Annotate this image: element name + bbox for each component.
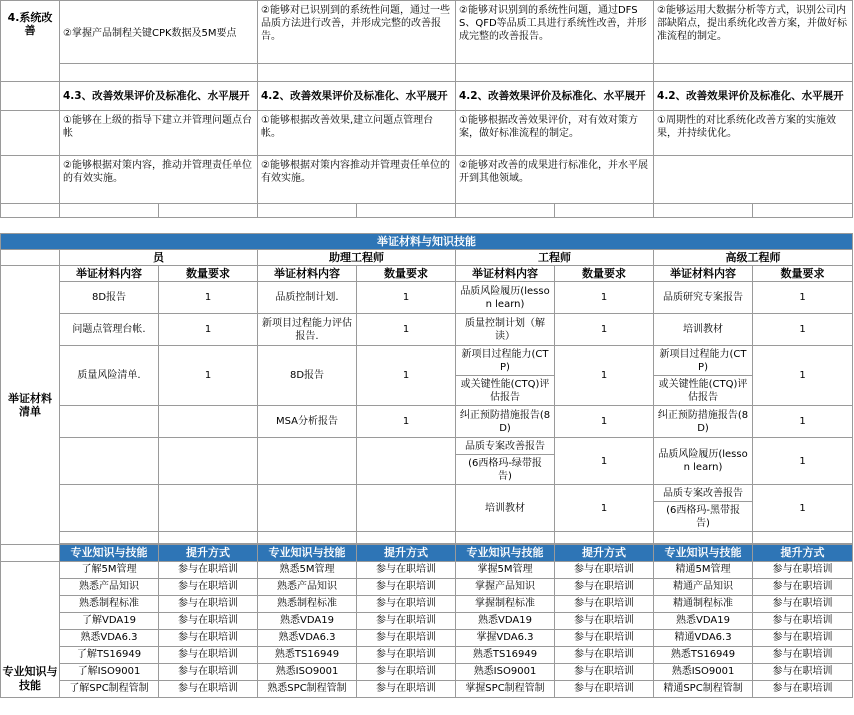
evidence-item bbox=[258, 438, 357, 485]
evidence-qty: 1 bbox=[753, 314, 853, 346]
skill-item: 掌握VDA6.3 bbox=[456, 630, 555, 647]
skill-item: 熟悉SPC制程管制 bbox=[258, 681, 357, 698]
skill-method: 参与在职培训 bbox=[159, 681, 258, 698]
improve-r1-c2: ②能够对已识别到的系统性问题，通过一些品质方法进行改善，并形成完整的改善报告。 bbox=[258, 1, 456, 64]
skill-method: 参与在职培训 bbox=[357, 613, 456, 630]
evidence-item: 品质研究专案报告 bbox=[654, 282, 753, 314]
skill-item: 了解TS16949 bbox=[60, 647, 159, 664]
skill-method: 参与在职培训 bbox=[159, 664, 258, 681]
skill-item: 了解ISO9001 bbox=[60, 664, 159, 681]
improve-r4-c3: ①能够根据改善效果评价，对有效对策方案，做好标准流程的制定。 bbox=[456, 111, 654, 156]
skill-method: 参与在职培训 bbox=[555, 613, 654, 630]
skill-item: 熟悉VDA6.3 bbox=[60, 630, 159, 647]
skill-method: 参与在职培训 bbox=[555, 630, 654, 647]
evidence-item: 纠正预防措施报告(8D) bbox=[456, 406, 555, 438]
skill-item: 了解5M管理 bbox=[60, 562, 159, 579]
skill-item: 精通SPC制程管制 bbox=[654, 681, 753, 698]
improve-r5-c1: ②能够根据对策内容，推动并管理责任单位的有效实施。 bbox=[60, 156, 258, 204]
evidence-qty: 1 bbox=[753, 406, 853, 438]
improve-head-3: 4.2、改善效果评价及标准化、水平展开 bbox=[456, 82, 654, 111]
evidence-item: 问题点管理台帐. bbox=[60, 314, 159, 346]
evidence-qty: 1 bbox=[753, 346, 853, 406]
skill-method: 参与在职培训 bbox=[357, 596, 456, 613]
skill-method: 参与在职培训 bbox=[753, 596, 853, 613]
col-content: 举证材料内容 bbox=[654, 266, 753, 282]
evidence-item: MSA分析报告 bbox=[258, 406, 357, 438]
col-skill: 专业知识与技能 bbox=[654, 545, 753, 562]
evidence-qty: 1 bbox=[555, 346, 654, 406]
evidence-qty: 1 bbox=[753, 438, 853, 485]
skill-method: 参与在职培训 bbox=[159, 579, 258, 596]
skill-item: 熟悉VDA19 bbox=[456, 613, 555, 630]
evidence-item: 纠正预防措施报告(8D) bbox=[654, 406, 753, 438]
evidence-section-title: 举证材料与知识技能 bbox=[1, 234, 853, 250]
skill-method: 参与在职培训 bbox=[753, 681, 853, 698]
col-method: 提升方式 bbox=[159, 545, 258, 562]
col-qty: 数量要求 bbox=[753, 266, 853, 282]
evidence-item: 8D报告 bbox=[258, 346, 357, 406]
evidence-qty bbox=[159, 406, 258, 438]
evidence-qty bbox=[357, 438, 456, 485]
col-content: 举证材料内容 bbox=[258, 266, 357, 282]
skill-item: 精通产品知识 bbox=[654, 579, 753, 596]
improve-head-1: 4.3、改善效果评价及标准化、水平展开 bbox=[60, 82, 258, 111]
evidence-item-green-belt-sub: (6西格玛-绿带报告) bbox=[468, 457, 542, 482]
skill-item: 熟悉TS16949 bbox=[456, 647, 555, 664]
skill-method: 参与在职培训 bbox=[357, 664, 456, 681]
improve-r5-c2: ②能够根据对策内容推动并管理责任单位的有效实施。 bbox=[258, 156, 456, 204]
evidence-item: 品质控制计划. bbox=[258, 282, 357, 314]
level-3: 工程师 bbox=[456, 250, 654, 266]
evidence-qty: 1 bbox=[159, 282, 258, 314]
level-4: 高级工程师 bbox=[654, 250, 853, 266]
evidence-qty: 1 bbox=[753, 282, 853, 314]
evidence-item-ctp: 新项目过程能力(CTP) bbox=[654, 346, 752, 376]
skill-method: 参与在职培训 bbox=[555, 647, 654, 664]
col-skill: 专业知识与技能 bbox=[60, 545, 159, 562]
skill-item: 熟悉产品知识 bbox=[60, 579, 159, 596]
evidence-item: 培训教材 bbox=[654, 314, 753, 346]
improve-r4-c1: ①能够在上级的指导下建立并管理问题点台帐 bbox=[60, 111, 258, 156]
col-method: 提升方式 bbox=[555, 545, 654, 562]
evidence-item bbox=[60, 438, 159, 485]
evidence-qty bbox=[159, 438, 258, 485]
evidence-qty: 1 bbox=[159, 314, 258, 346]
evidence-item: 培训教材 bbox=[456, 485, 555, 532]
evidence-qty: 1 bbox=[357, 282, 456, 314]
skill-method: 参与在职培训 bbox=[753, 647, 853, 664]
skill-method: 参与在职培训 bbox=[753, 630, 853, 647]
evidence-qty: 1 bbox=[357, 346, 456, 406]
skill-method: 参与在职培训 bbox=[159, 630, 258, 647]
improve-r5-c3: ②能够对改善的成果进行标准化，并水平展开到其他领域。 bbox=[456, 156, 654, 204]
skill-method: 参与在职培训 bbox=[357, 579, 456, 596]
evidence-row-label: 举证材料清单 bbox=[1, 266, 60, 545]
skill-item: 掌握SPC制程管制 bbox=[456, 681, 555, 698]
evidence-qty: 1 bbox=[555, 406, 654, 438]
skill-method: 参与在职培训 bbox=[159, 613, 258, 630]
col-content: 举证材料内容 bbox=[60, 266, 159, 282]
evidence-item: 8D报告 bbox=[60, 282, 159, 314]
skill-item: 熟悉5M管理 bbox=[258, 562, 357, 579]
evidence-item-ctq: 或关键性能(CTQ)评估报告 bbox=[658, 378, 748, 403]
evidence-qty: 1 bbox=[159, 346, 258, 406]
improve-r1-c3: ②能够对识别到的系统性问题，通过DFSS、QFD等品质工具进行系统性改善，并形成完整的改善报告。 bbox=[456, 1, 654, 64]
skill-item: 熟悉ISO9001 bbox=[456, 664, 555, 681]
skill-method: 参与在职培训 bbox=[357, 562, 456, 579]
evidence-qty: 1 bbox=[555, 314, 654, 346]
skills-row-label: 专业知识与技能 bbox=[1, 562, 60, 698]
evidence-item bbox=[60, 485, 159, 532]
col-qty: 数量要求 bbox=[357, 266, 456, 282]
evidence-item bbox=[60, 406, 159, 438]
skill-method: 参与在职培训 bbox=[555, 562, 654, 579]
skill-method: 参与在职培训 bbox=[357, 647, 456, 664]
skill-method: 参与在职培训 bbox=[753, 562, 853, 579]
skill-item: 熟悉VDA6.3 bbox=[258, 630, 357, 647]
skill-item: 了解SPC制程管制 bbox=[60, 681, 159, 698]
evidence-qty: 1 bbox=[555, 438, 654, 485]
skill-method: 参与在职培训 bbox=[159, 647, 258, 664]
evidence-item-ctp: 新项目过程能力(CTP) bbox=[456, 346, 554, 376]
evidence-qty: 1 bbox=[357, 314, 456, 346]
skill-item: 精通VDA6.3 bbox=[654, 630, 753, 647]
skill-method: 参与在职培训 bbox=[555, 681, 654, 698]
skill-method: 参与在职培训 bbox=[753, 579, 853, 596]
skill-item: 熟悉VDA19 bbox=[654, 613, 753, 630]
skill-item: 熟悉ISO9001 bbox=[258, 664, 357, 681]
evidence-qty: 1 bbox=[753, 485, 853, 532]
skill-item: 熟悉制程标准 bbox=[60, 596, 159, 613]
skill-method: 参与在职培训 bbox=[159, 596, 258, 613]
improve-head-4: 4.2、改善效果评价及标准化、水平展开 bbox=[654, 82, 853, 111]
evidence-item: 质量控制计划（解读） bbox=[456, 314, 555, 346]
evidence-qty: 1 bbox=[555, 282, 654, 314]
level-1: 员 bbox=[60, 250, 258, 266]
improve-r1-c1: ②掌握产品制程关键CPK数据及5M要点 bbox=[60, 1, 258, 64]
skill-method: 参与在职培训 bbox=[555, 596, 654, 613]
skill-method: 参与在职培训 bbox=[357, 681, 456, 698]
evidence-item-ctq: 或关键性能(CTQ)评估报告 bbox=[460, 378, 550, 403]
skill-method: 参与在职培训 bbox=[159, 562, 258, 579]
skill-item: 熟悉制程标准 bbox=[258, 596, 357, 613]
skill-item: 掌握制程标准 bbox=[456, 596, 555, 613]
evidence-qty bbox=[159, 485, 258, 532]
improve-r1-c4: ②能够运用大数据分析等方式，识别公司内部缺陷点，提出系统化改善方案，并做好标准流程的制定。 bbox=[654, 1, 853, 64]
skill-item: 精通5M管理 bbox=[654, 562, 753, 579]
skill-item: 熟悉产品知识 bbox=[258, 579, 357, 596]
level-2: 助理工程师 bbox=[258, 250, 456, 266]
evidence-item-black-belt-sub: (6西格玛-黑带报告) bbox=[666, 504, 740, 529]
skill-item: 熟悉TS16949 bbox=[654, 647, 753, 664]
skill-item: 了解VDA19 bbox=[60, 613, 159, 630]
col-qty: 数量要求 bbox=[555, 266, 654, 282]
col-method: 提升方式 bbox=[357, 545, 456, 562]
skill-method: 参与在职培训 bbox=[753, 613, 853, 630]
col-method: 提升方式 bbox=[753, 545, 853, 562]
evidence-item-green-belt-title: 品质专案改善报告 bbox=[456, 440, 554, 455]
evidence-item: 新项目过程能力评估报告. bbox=[258, 314, 357, 346]
evidence-item: 质量风险清单. bbox=[60, 346, 159, 406]
skill-method: 参与在职培训 bbox=[555, 579, 654, 596]
col-skill: 专业知识与技能 bbox=[456, 545, 555, 562]
evidence-item: 品质风险履历(lesson learn) bbox=[654, 438, 753, 485]
skill-method: 参与在职培训 bbox=[357, 630, 456, 647]
improve-r4-c2: ①能够根据改善效果,建立问题点管理台帐。 bbox=[258, 111, 456, 156]
evidence-qty bbox=[357, 485, 456, 532]
evidence-item-black-belt-title: 品质专案改善报告 bbox=[654, 487, 752, 502]
improve-r4-c4: ①周期性的对比系统化改善方案的实施效果，并持续优化。 bbox=[654, 111, 853, 156]
skill-item: 熟悉VDA19 bbox=[258, 613, 357, 630]
col-skill: 专业知识与技能 bbox=[258, 545, 357, 562]
skill-item: 精通制程标准 bbox=[654, 596, 753, 613]
skill-item: 熟悉ISO9001 bbox=[654, 664, 753, 681]
skill-item: 掌握5M管理 bbox=[456, 562, 555, 579]
evidence-item bbox=[258, 485, 357, 532]
evidence-qty: 1 bbox=[555, 485, 654, 532]
skill-item: 掌握产品知识 bbox=[456, 579, 555, 596]
improve-label: 4.系统改善 bbox=[1, 1, 60, 82]
col-content: 举证材料内容 bbox=[456, 266, 555, 282]
skill-item: 熟悉TS16949 bbox=[258, 647, 357, 664]
skill-method: 参与在职培训 bbox=[753, 664, 853, 681]
skill-method: 参与在职培训 bbox=[555, 664, 654, 681]
evidence-qty: 1 bbox=[357, 406, 456, 438]
improve-head-2: 4.2、改善效果评价及标准化、水平展开 bbox=[258, 82, 456, 111]
evidence-item: 品质风险履历(lesson learn) bbox=[456, 282, 555, 314]
col-qty: 数量要求 bbox=[159, 266, 258, 282]
improve-r5-c4 bbox=[654, 156, 853, 204]
